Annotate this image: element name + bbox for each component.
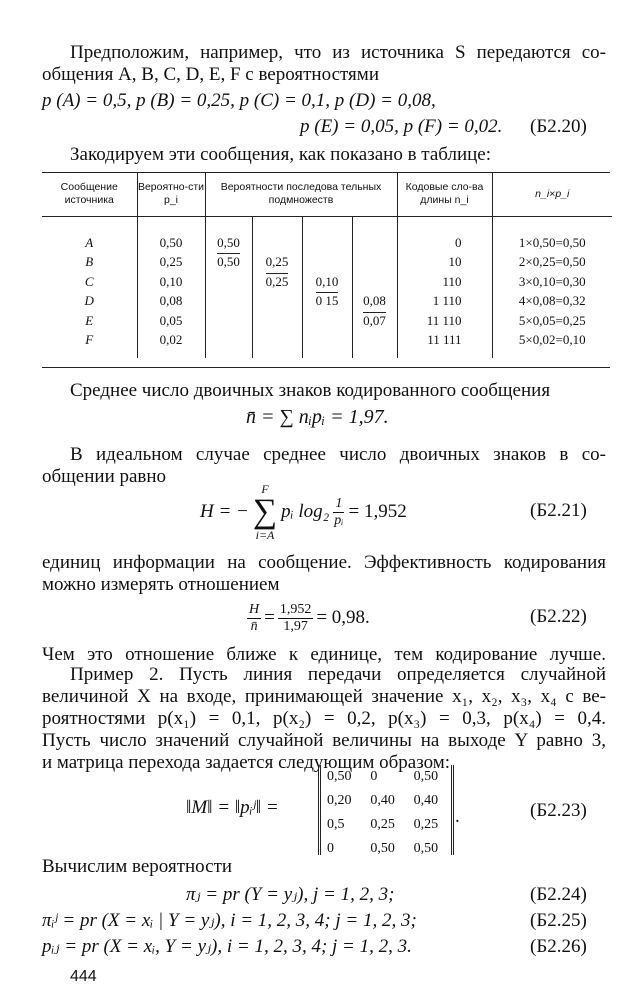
cell-message: D	[84, 293, 94, 309]
cell-subset-4	[352, 253, 397, 273]
text-line: Вычислим вероятности	[42, 856, 233, 877]
cell-product: 1×0,50=0,50	[492, 217, 612, 253]
matrix-cell: 0,50	[413, 769, 439, 784]
cell-subset-4	[352, 217, 397, 253]
table-intro: Закодируем эти сообщения, как показано в таблице:	[70, 144, 491, 165]
subset-value: 0 15	[315, 293, 339, 309]
fraction-numerator: 1,952	[279, 601, 312, 617]
text-line: Пусть число значений случайной величины на выходе Y равно 3,	[42, 730, 606, 751]
matrix-cell: 0,25	[413, 817, 439, 832]
fraction-denominator: pᵢ	[334, 512, 344, 528]
cell-subset-4	[352, 311, 397, 331]
matrix-cell: 0,40	[413, 793, 439, 808]
page-number: 444	[70, 968, 97, 985]
cell-probability: 0,25	[137, 253, 205, 273]
matrix-cell: 0,20	[327, 793, 352, 808]
cell-subset-2	[252, 292, 302, 312]
cell-product: 3×0,10=0,30	[492, 272, 612, 292]
cell-subset-3	[302, 217, 352, 253]
cell-subset-1	[205, 253, 252, 273]
equation-b2-24: πⱼ = pr (Y = yⱼ), j = 1, 2, 3;	[186, 884, 395, 905]
cell-subset-1	[205, 311, 252, 331]
matrix-row	[321, 837, 451, 861]
cell-subset-1	[205, 292, 252, 312]
text-line: роятностями p(x₁) = 0,1, p(x₂) = 0,2, p(x₃) = 0,3, p(x₄) = 0,4.	[42, 708, 606, 729]
table-row	[42, 217, 612, 253]
matrix-cell: 0	[327, 841, 334, 856]
cell-codeword: 1 110	[397, 292, 492, 312]
cell-message: F	[85, 332, 94, 348]
equation-rhs: = 0,98.	[316, 607, 370, 628]
cell-probability: 0,50	[137, 217, 205, 253]
transition-matrix	[318, 765, 454, 855]
equation-b2-23-lhs: ‖M‖ = ‖pᵢʲ‖ =	[186, 797, 279, 818]
equation-number: (Б2.20)	[530, 116, 587, 137]
matrix-row	[321, 813, 451, 837]
equation-number: (Б2.21)	[530, 500, 587, 521]
equation-lhs: H = −	[200, 501, 249, 522]
text-line: общении равно	[42, 466, 167, 487]
matrix-row	[321, 765, 451, 789]
fraction-numerator: 1	[335, 495, 343, 511]
cell-product: 5×0,02=0,10	[492, 331, 612, 359]
cell-subset-1	[205, 272, 252, 292]
cell-subset-3	[302, 331, 352, 359]
text-line: можно измерять отношением	[42, 574, 280, 595]
header-probability: Вероятно-сти p_i	[137, 172, 205, 217]
table-row	[42, 272, 612, 292]
cell-subset-2	[252, 331, 302, 359]
text-line: Чем это отношение ближе к единице, тем кодирование лучше.	[42, 644, 606, 665]
cell-subset-3	[302, 311, 352, 331]
cell-product: 5×0,05=0,25	[492, 311, 612, 331]
cell-probability: 0,05	[137, 311, 205, 331]
equation-b2-25: πᵢʲ = pr (X = xᵢ | Y = yⱼ), i = 1, 2, 3, 4; j = 1, 2, 3;	[42, 910, 417, 931]
cell-probability: 0,10	[137, 272, 205, 292]
equation-b2-22	[244, 598, 370, 638]
fraction-denominator: n̄	[250, 618, 258, 634]
matrix-cell: 0,40	[370, 793, 395, 808]
subset-value: 0,07	[363, 312, 386, 328]
fraction-numerator: H	[249, 601, 260, 617]
subset-value: 0,50	[217, 254, 240, 270]
cell-subset-4	[352, 331, 397, 359]
cell-codeword: 110	[397, 272, 492, 292]
equation-number: (Б2.24)	[530, 884, 587, 905]
matrix-cell: 0,5	[327, 817, 345, 832]
average-formula: n̄ = ∑ nᵢpᵢ = 1,97.	[246, 406, 389, 428]
matrix-cell: 0,25	[370, 817, 395, 832]
subset-value: 0,25	[265, 273, 289, 289]
cell-message: B	[85, 254, 94, 270]
text-line: единиц информации на сообщение. Эффективность кодирования	[42, 552, 606, 573]
cell-message: A	[85, 234, 94, 250]
equation-b2-20-line1: p (A) = 0,5, p (B) = 0,25, p (C) = 0,1, p (D) = 0,08,	[42, 90, 436, 111]
cell-message: C	[84, 273, 94, 289]
table-row	[42, 292, 612, 312]
header-source-message: Сообщение источника	[42, 172, 137, 217]
equation-number: (Б2.25)	[530, 910, 587, 931]
cell-codeword: 11 110	[397, 311, 492, 331]
cell-subset-3: 0,10	[302, 272, 352, 292]
sum-upper-limit: F	[261, 482, 269, 496]
cell-subset-3	[302, 253, 352, 273]
average-text: Среднее число двоичных знаков кодированного сообщения	[70, 380, 551, 401]
fraction-values	[278, 602, 314, 635]
sum-lower-limit: i=A	[255, 528, 275, 542]
coding-table	[42, 172, 612, 358]
cell-subset-2	[252, 272, 302, 292]
header-codewords: Кодовые сло-ва длины n_i	[397, 172, 492, 217]
summation	[253, 483, 277, 541]
table-row	[42, 311, 612, 331]
cell-message: E	[85, 312, 94, 328]
equation-rhs: = 1,952	[348, 501, 407, 522]
cell-subset-1: 0,50	[205, 217, 252, 253]
matrix-cell: 0	[370, 769, 378, 784]
cell-subset-4: 0,08	[352, 292, 397, 312]
header-subset-probabilities: Вероятности последова тельных подмножеств	[205, 172, 397, 217]
cell-product: 2×0,25=0,50	[492, 253, 612, 273]
text-line: В идеальном случае среднее число двоичных знаков в со-	[70, 444, 606, 465]
header-product: n_i×p_i	[492, 172, 612, 217]
table-row	[42, 331, 612, 359]
cell-codeword: 0	[397, 217, 492, 253]
cell-codeword: 11 111	[397, 331, 492, 359]
equation-b2-21	[200, 480, 407, 544]
text-line: Пример 2. Пусть линия передачи определяется случайной	[70, 664, 606, 685]
equation-number: (Б2.23)	[530, 800, 587, 821]
cell-product: 4×0,08=0,32	[492, 292, 612, 312]
fraction-efficiency	[247, 602, 261, 635]
table-row	[42, 253, 612, 273]
cell-subset-2	[252, 311, 302, 331]
text-line: общения A, B, C, D, E, F с вероятностями	[42, 64, 379, 85]
matrix-cell: 0,50	[413, 841, 439, 856]
matrix-row	[321, 789, 451, 813]
text-line: Предположим, например, что из источника S передаются со-	[70, 42, 606, 63]
cell-subset-4	[352, 272, 397, 292]
cell-subset-3	[302, 292, 352, 312]
equation-b2-26: pᵢⱼ = pr (X = xᵢ, Y = yⱼ), i = 1, 2, 3, 4; j = 1, 2, 3.	[42, 936, 412, 957]
cell-subset-1	[205, 331, 252, 359]
sigma-icon: ∑	[252, 493, 278, 530]
cell-codeword: 10	[397, 253, 492, 273]
text-line: и матрица перехода задается следующим образом:	[42, 752, 451, 773]
text-line: величиной X на входе, принимающей значение x₁, x₂, x₃, x₄ с ве-	[42, 686, 606, 707]
summand: pᵢ log₂	[281, 501, 330, 522]
equals-sign: =	[264, 607, 275, 628]
equation-number: (Б2.26)	[530, 936, 587, 957]
cell-subset-2	[252, 217, 302, 253]
equation-b2-20-line2: p (E) = 0,05, p (F) = 0,02.	[300, 116, 503, 137]
equation-number: (Б2.22)	[530, 606, 587, 627]
fraction	[332, 496, 345, 529]
cell-subset-2: 0,25	[252, 253, 302, 273]
fraction-denominator: 1,97	[283, 618, 308, 634]
cell-probability: 0,08	[137, 292, 205, 312]
matrix-cell: 0,50	[370, 841, 395, 856]
equation-tail: .	[455, 806, 460, 827]
cell-probability: 0,02	[137, 331, 205, 359]
matrix-cell: 0,50	[327, 769, 352, 784]
